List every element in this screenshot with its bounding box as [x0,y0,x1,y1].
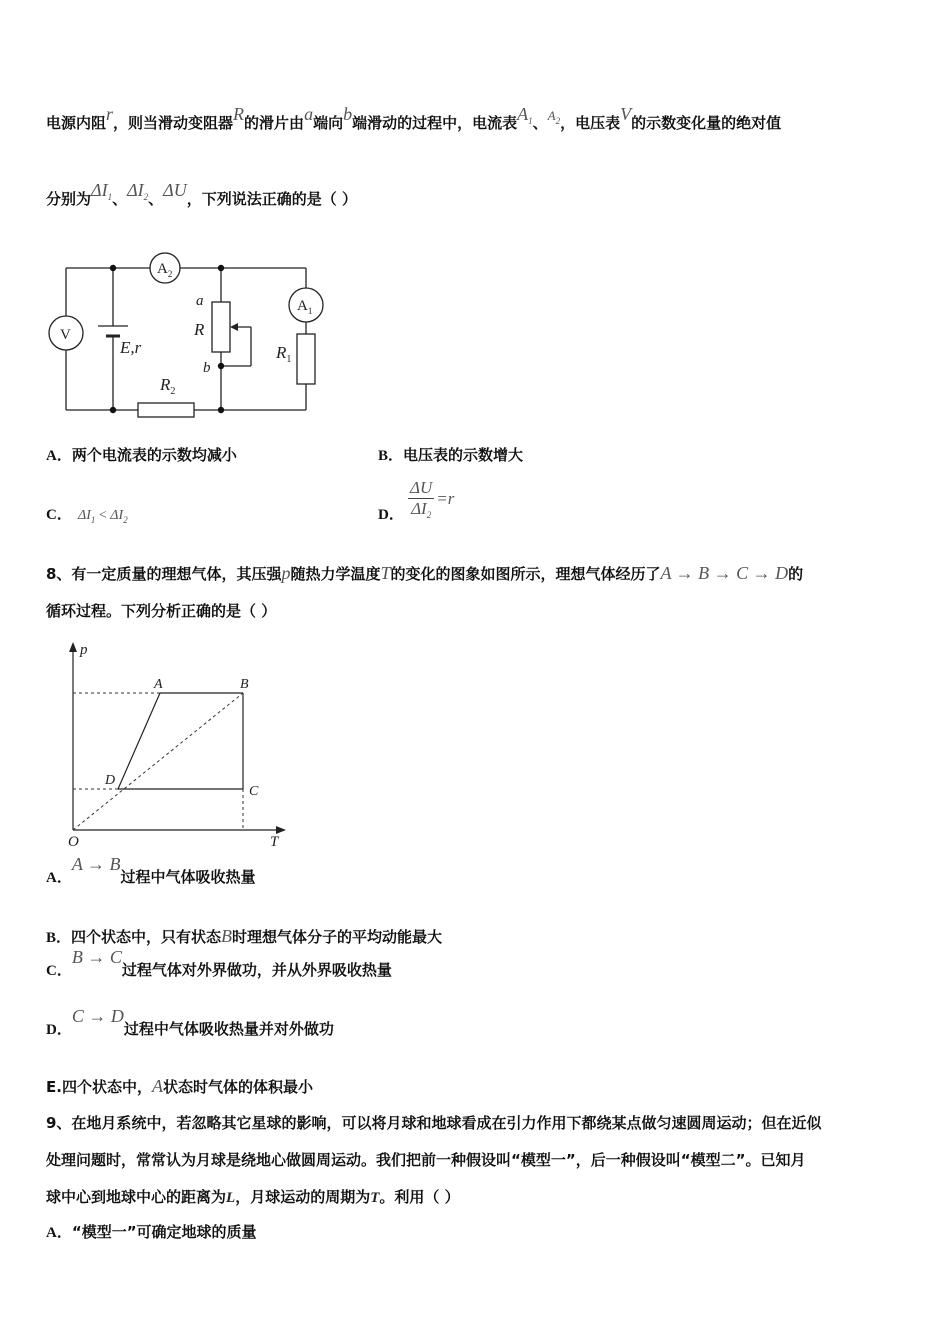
q7-option-b: B．电压表的示数增大 [378,446,524,464]
ammeter-A1-label: $A_1$ [297,298,313,316]
q8-option-a: A．A → B过程中气体吸收热量 [46,854,256,886]
q9-line-3: 球中心到地球中心的距离为L，月球运动的周期为T。利用（ ） [46,1188,460,1206]
rheostat-R [212,302,230,352]
q9-line-1: 9、在地月系统中，若忽略其它星球的影响，可以将月球和地球看成在引力作用下都绕某点做匀速圆周运动；但在近似 [46,1114,822,1132]
resistor-R1-label: $R_1$ [276,343,292,365]
q7-line-1: 电源内阻r，则当滑动变阻器R的滑片由a端向b端滑动的过程中，电流表$A_1$、$A_2$，电压表V的示数变化量的绝对值 [46,104,782,132]
q7-option-d: D． [378,507,404,523]
terminal-b-label: b [203,360,211,376]
resistor-R2 [138,403,194,417]
point-D-label: D [105,773,116,788]
ammeter-A2-label: $A_2$ [157,261,173,279]
q8-option-d: D．C → D过程中气体吸收热量并对外做功 [46,1006,334,1038]
q7-line-2: 分别为$\Delta I_1$、$\Delta I_2$、ΔU，下列说法正确的是（ ） [46,180,357,208]
voltmeter-V-label: V [60,327,71,343]
axis-p-label: p [80,642,88,658]
q9-option-a: A．“模型一”可确定地球的质量 [46,1223,257,1241]
q7-option-a: A．两个电流表的示数均减小 [46,446,237,464]
origin-label: O [68,834,79,850]
q8-option-e: E.四个状态中，A状态时气体的体积最小 [46,1076,313,1096]
q9-line-2: 处理问题时，常常认为月球是绕地心做圆周运动。我们把前一种假设叫“模型一”，后一种假设叫“模型二”。已知月 [46,1151,806,1169]
point-A-label: A [154,677,163,692]
q7-option-d-fraction: $\frac{\Delta U}{\Delta I_2}$ =r [410,478,455,520]
battery-label: E,r [120,338,142,357]
resistor-R1 [297,334,315,384]
terminal-a-label: a [196,293,204,309]
q8-option-c: C．B → C过程气体对外界做功，并从外界吸收热量 [46,947,392,979]
circuit-diagram [40,248,340,423]
point-B-label: B [240,677,249,692]
point-C-label: C [249,784,259,799]
q8-line-1: 8、有一定质量的理想气体，其压强p随热力学温度T的变化的图象如图所示，理想气体经历了A → B → C → D的 [46,563,804,583]
axis-T-label: T [270,834,279,850]
q7-option-c-math: $\Delta I_1 < \Delta I_2$ [78,508,128,525]
rheostat-R-label: R [194,320,205,339]
q8-line-2: 循环过程。下列分析正确的是（ ） [46,602,277,620]
q7-option-c: C． [46,507,72,523]
resistor-R2-label: $R_2$ [160,375,176,397]
q8-option-b: B．四个状态中，只有状态B时理想气体分子的平均动能最大 [46,926,443,946]
p-T-graph [60,640,290,850]
